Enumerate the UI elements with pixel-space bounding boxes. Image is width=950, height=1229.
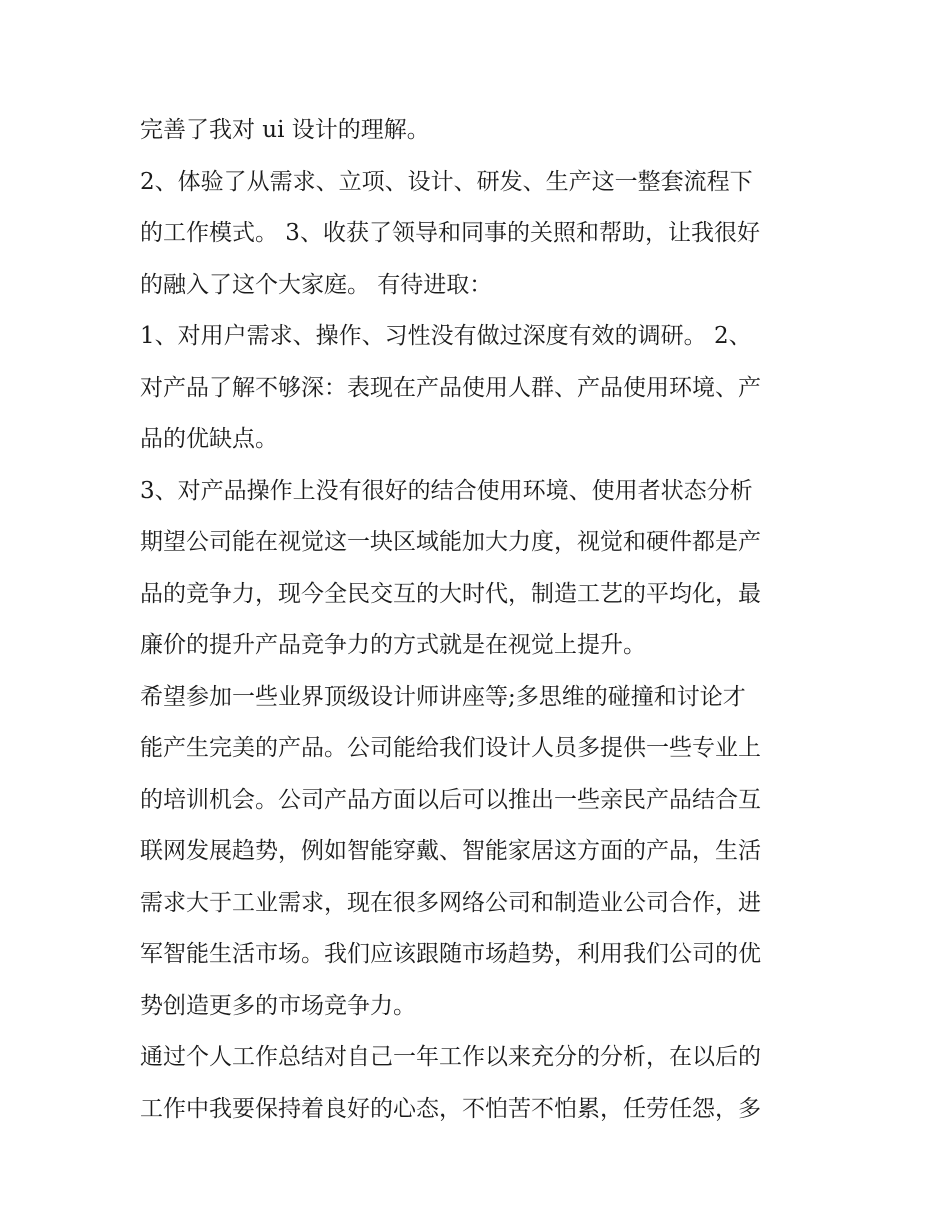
text-line: 品的竞争力，现今全民交互的大时代，制造工艺的平均化，最 [140,580,761,607]
text-line: 能产生完美的产品。公司能给我们设计人员多提供一些专业上 [140,735,761,761]
text-line: 对产品了解不够深：表现在产品使用人群、产品使用环境、产 [140,374,761,401]
text-line: 工作中我要保持着良好的心态，不怕苦不怕累，任劳任怨，多 [140,1095,761,1122]
text-line: 廉价的提升产品竞争力的方式就是在视觉上提升。 [140,632,646,658]
text-line: 需求大于工业需求，现在很多网络公司和制造业公司合作，进 [140,889,761,916]
text-line: 军智能生活市场。我们应该跟随市场趋势，利用我们公司的优 [140,941,761,967]
text-line: 势创造更多的市场竞争力。 [140,992,416,1019]
text-line: 的培训机会。公司产品方面以后可以推出一些亲民产品结合互 [140,786,761,813]
text-line: 联网发展趋势，例如智能穿戴、智能家居这方面的产品，生活 [140,838,761,864]
text-line: 的融入了这个大家庭。 有待进取： [140,271,493,298]
text-line: 希望参加一些业界顶级设计师讲座等;多思维的碰撞和讨论才 [140,683,746,710]
text-line: 的工作模式。 3、收获了领导和同事的关照和帮助，让我很好 [140,220,760,246]
text-line: 1、对用户需求、操作、习性没有做过深度有效的调研。 2、 [140,323,752,349]
text-line: 3、对产品操作上没有很好的结合使用环境、使用者状态分析 [140,477,753,504]
text-line: 品的优缺点。 [140,426,278,452]
text-line: 2、体验了从需求、立项、设计、研发、生产这一整套流程下 [140,168,753,195]
text-line: 通过个人工作总结对自己一年工作以来充分的分析，在以后的 [140,1044,761,1070]
text-line: 完善了我对 ui 设计的理解。 [140,117,430,143]
text-line: 期望公司能在视觉这一块区域能加大力度，视觉和硬件都是产 [140,529,761,555]
body-text [140,105,820,1135]
